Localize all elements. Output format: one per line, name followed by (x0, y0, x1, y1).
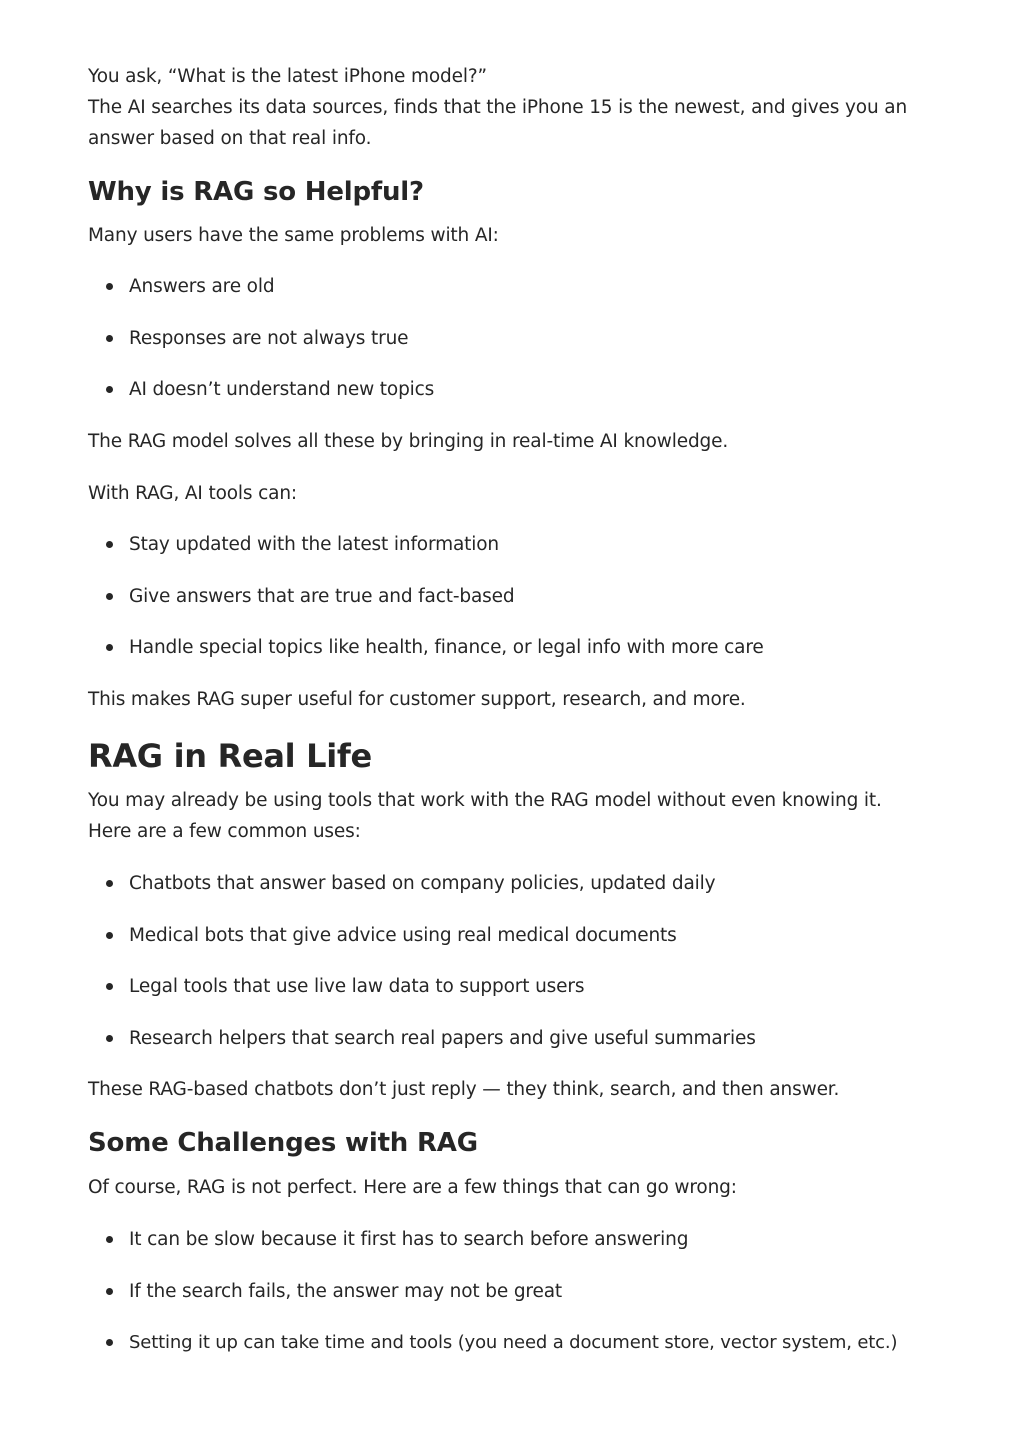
list-item: If the search fails, the answer may not be great (88, 1276, 988, 1328)
intro-answer: The AI searches its data sources, finds that the iPhone 15 is the newest, and gives you an answer based on that real info. (88, 97, 908, 149)
list-item: Medical bots that give advice using real medical documents (88, 920, 968, 972)
list-item: Legal tools that use live law data to support users (88, 971, 968, 1023)
bullet-icon (106, 880, 113, 887)
list-item: Stay updated with the latest information (88, 529, 968, 581)
why-solves: The RAG model solves all these by bringing in real-time AI knowledge. (88, 431, 729, 452)
problems-list (88, 271, 968, 426)
bullet-icon (106, 541, 113, 548)
uses-list (88, 868, 968, 1075)
heading-challenges: Some Challenges with RAG (88, 1128, 478, 1158)
why-can-lead: With RAG, AI tools can: (88, 483, 297, 504)
bullet-icon (106, 335, 113, 342)
intro-question: You ask, “What is the latest iPhone model?” (88, 66, 487, 87)
capabilities-list (88, 529, 968, 684)
list-item: It can be slow because it first has to search before answering (88, 1224, 988, 1276)
list-item: AI doesn’t understand new topics (88, 374, 968, 426)
list-item: Research helpers that search real papers and give useful summaries (88, 1023, 968, 1075)
why-lead: Many users have the same problems with AI: (88, 225, 499, 246)
bullet-icon (106, 1035, 113, 1042)
list-item: Chatbots that answer based on company policies, updated daily (88, 868, 968, 920)
challenges-lead: Of course, RAG is not perfect. Here are a few things that can go wrong: (88, 1177, 737, 1198)
why-closing: This makes RAG super useful for customer support, research, and more. (88, 689, 746, 710)
bullet-icon (106, 593, 113, 600)
heading-why-rag: Why is RAG so Helpful? (88, 177, 424, 207)
real-life-lead: You may already be using tools that work with the RAG model without even knowing it. Here are a few common uses: (88, 790, 882, 842)
intro-block (88, 61, 948, 154)
list-item: Setting it up can take time and tools (you need a document store, vector system, etc.) (88, 1327, 988, 1379)
real-life-closing: These RAG-based chatbots don’t just reply — they think, search, and then answer. (88, 1079, 840, 1100)
bullet-icon (106, 1339, 113, 1346)
bullet-icon (106, 644, 113, 651)
list-item: Answers are old (88, 271, 968, 323)
list-item: Responses are not always true (88, 323, 968, 375)
bullet-icon (106, 932, 113, 939)
bullet-icon (106, 1288, 113, 1295)
bullet-icon (106, 983, 113, 990)
bullet-icon (106, 1236, 113, 1243)
bullet-icon (106, 283, 113, 290)
challenges-list (88, 1224, 988, 1379)
list-item: Handle special topics like health, finance, or legal info with more care (88, 632, 968, 684)
list-item: Give answers that are true and fact-based (88, 581, 968, 633)
heading-rag-real-life: RAG in Real Life (88, 737, 372, 775)
bullet-icon (106, 386, 113, 393)
